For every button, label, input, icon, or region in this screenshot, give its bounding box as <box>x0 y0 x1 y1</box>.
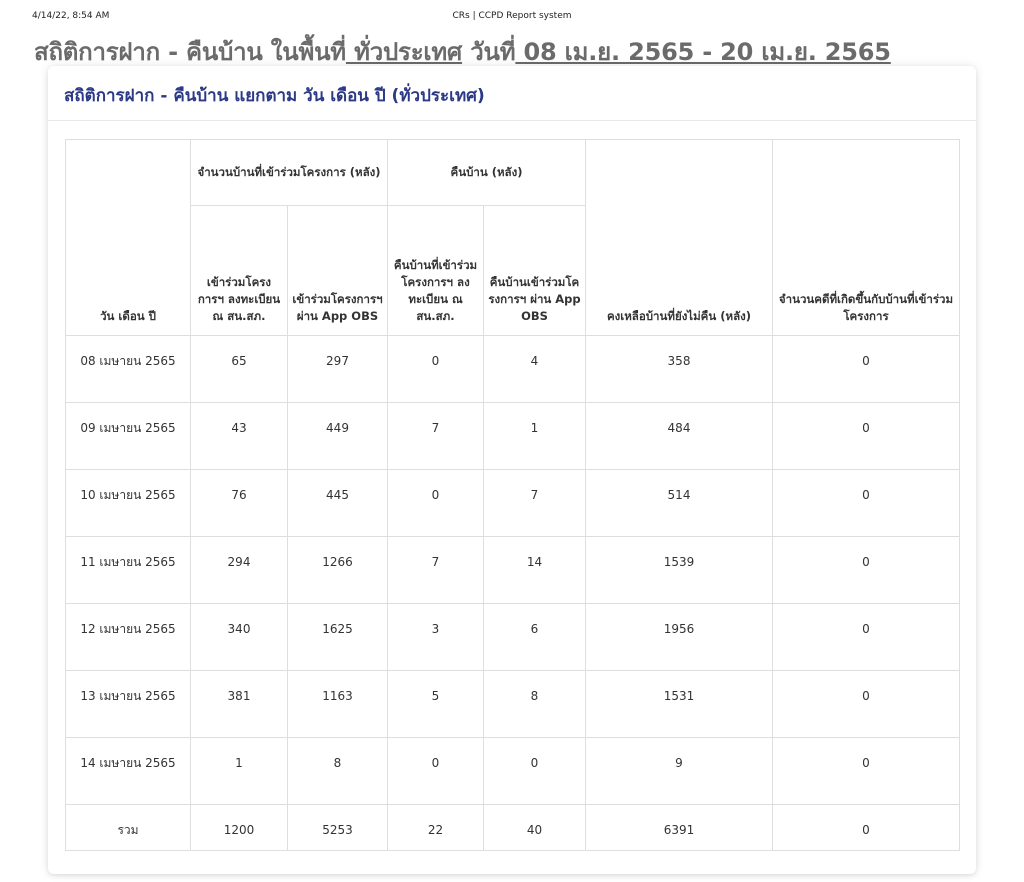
header-remaining: คงเหลือบ้านที่ยังไม่คืน (หลัง) <box>586 140 773 336</box>
header-group-joined: จำนวนบ้านที่เข้าร่วมโครงการ (หลัง) <box>191 140 388 206</box>
cell-returned-office: 0 <box>388 336 484 403</box>
cell-incidents: 0 <box>773 537 960 604</box>
stats-table <box>65 139 960 851</box>
cell-joined-app: 297 <box>288 336 388 403</box>
cell-joined-office: 1 <box>191 738 288 805</box>
cell-total-joined-office: 1200 <box>191 805 288 851</box>
cell-incidents: 0 <box>773 470 960 537</box>
cell-remaining: 1956 <box>586 604 773 671</box>
cell-remaining: 484 <box>586 403 773 470</box>
title-prefix: สถิติการฝาก - คืนบ้าน ในพื้นที่ <box>34 38 346 66</box>
header-joined-office: เข้าร่วมโครงการฯ ลงทะเบียน ณ สน.สภ. <box>191 206 288 336</box>
cell-returned-office: 5 <box>388 671 484 738</box>
table-row <box>66 537 960 604</box>
cell-joined-app: 1625 <box>288 604 388 671</box>
cell-returned-office: 0 <box>388 738 484 805</box>
table-row <box>66 470 960 537</box>
print-site-name: CRs | CCPD Report system <box>452 11 572 21</box>
card-title: สถิติการฝาก - คืนบ้าน แยกตาม วัน เดือน ปี (ทั่วประเทศ) <box>64 86 485 106</box>
cell-joined-office: 294 <box>191 537 288 604</box>
cell-total-remaining: 6391 <box>586 805 773 851</box>
cell-total-joined-app: 5253 <box>288 805 388 851</box>
cell-total-incidents: 0 <box>773 805 960 851</box>
card-divider <box>48 120 976 121</box>
cell-joined-app: 445 <box>288 470 388 537</box>
cell-returned-app: 14 <box>484 537 586 604</box>
cell-joined-office: 76 <box>191 470 288 537</box>
cell-remaining: 1539 <box>586 537 773 604</box>
header-group-returned: คืนบ้าน (หลัง) <box>388 140 586 206</box>
cell-incidents: 0 <box>773 671 960 738</box>
table-row <box>66 671 960 738</box>
total-row <box>66 805 960 851</box>
cell-joined-office: 43 <box>191 403 288 470</box>
cell-remaining: 9 <box>586 738 773 805</box>
cell-joined-app: 1163 <box>288 671 388 738</box>
header-joined-app: เข้าร่วมโครงการฯ ผ่าน App OBS <box>288 206 388 336</box>
table-row <box>66 336 960 403</box>
cell-returned-app: 6 <box>484 604 586 671</box>
cell-joined-office: 381 <box>191 671 288 738</box>
cell-joined-app: 449 <box>288 403 388 470</box>
cell-incidents: 0 <box>773 604 960 671</box>
header-returned-app: คืนบ้านเข้าร่วมโครงการฯ ผ่าน App OBS <box>484 206 586 336</box>
cell-returned-app: 7 <box>484 470 586 537</box>
table-row <box>66 738 960 805</box>
cell-joined-office: 65 <box>191 336 288 403</box>
title-date-prefix: วันที่ <box>462 38 516 66</box>
cell-returned-app: 4 <box>484 336 586 403</box>
cell-returned-app: 8 <box>484 671 586 738</box>
table-row <box>66 604 960 671</box>
cell-incidents: 0 <box>773 738 960 805</box>
print-date: 4/14/22, 8:54 AM <box>32 11 110 21</box>
cell-returned-app: 1 <box>484 403 586 470</box>
header-date: วัน เดือน ปี <box>66 140 191 336</box>
cell-joined-office: 340 <box>191 604 288 671</box>
cell-total-returned-office: 22 <box>388 805 484 851</box>
cell-date: 14 เมษายน 2565 <box>66 738 191 805</box>
cell-date: 09 เมษายน 2565 <box>66 403 191 470</box>
cell-total-label: รวม <box>66 805 191 851</box>
cell-date: 11 เมษายน 2565 <box>66 537 191 604</box>
title-area: ทั่วประเทศ <box>345 38 463 66</box>
cell-remaining: 514 <box>586 470 773 537</box>
cell-returned-app: 0 <box>484 738 586 805</box>
header-returned-office: คืนบ้านที่เข้าร่วมโครงการฯ ลงทะเบียน ณ สน.สภ. <box>388 206 484 336</box>
cell-returned-office: 0 <box>388 470 484 537</box>
cell-date: 08 เมษายน 2565 <box>66 336 191 403</box>
cell-remaining: 1531 <box>586 671 773 738</box>
cell-remaining: 358 <box>586 336 773 403</box>
cell-returned-office: 7 <box>388 403 484 470</box>
cell-returned-office: 7 <box>388 537 484 604</box>
cell-joined-app: 1266 <box>288 537 388 604</box>
header-row-groups <box>66 140 960 206</box>
cell-returned-office: 3 <box>388 604 484 671</box>
table-row <box>66 403 960 470</box>
report-card <box>48 66 976 874</box>
cell-date: 10 เมษายน 2565 <box>66 470 191 537</box>
title-date-range: 08 เม.ย. 2565 - 20 เม.ย. 2565 <box>515 38 891 66</box>
cell-date: 13 เมษายน 2565 <box>66 671 191 738</box>
cell-incidents: 0 <box>773 336 960 403</box>
cell-incidents: 0 <box>773 403 960 470</box>
print-header <box>0 11 1024 25</box>
header-incidents: จำนวนคดีที่เกิดขึ้นกับบ้านที่เข้าร่วมโครงการ <box>773 140 960 336</box>
cell-total-returned-app: 40 <box>484 805 586 851</box>
cell-joined-app: 8 <box>288 738 388 805</box>
cell-date: 12 เมษายน 2565 <box>66 604 191 671</box>
